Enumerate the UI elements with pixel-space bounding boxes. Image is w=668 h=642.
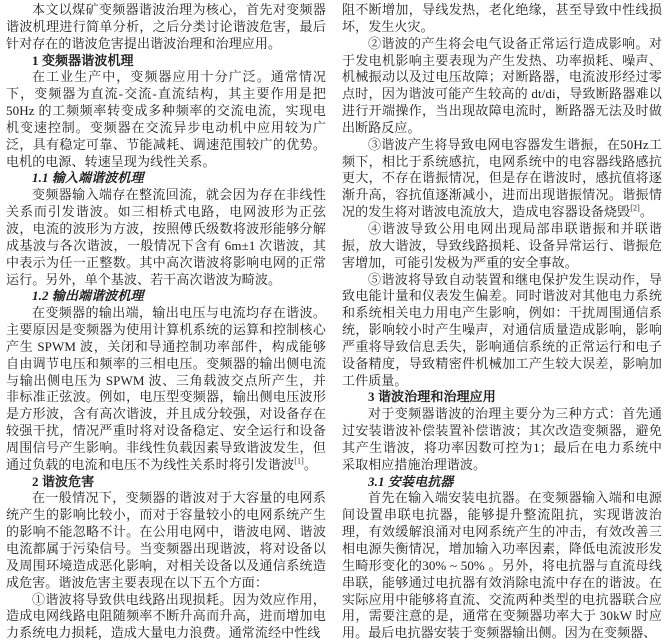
subsection-heading: 3.1 安装电抗器 [368,473,454,489]
body-paragraph: 首先在输入端安装电抗器。在变频器输入端和电源间设置串联电抗器，能够提升整流阻抗，实现谐波治理，有效缓解浪涌对电网系统产生的冲击，有效改善三相电源失衡情况，增加输入功率因素，降低电流波形发生畸形变化的30% ~ 50% 。另外，将电抗器与直流母线串联，能够通过电抗器有效消除电流中存在的谐波。在实际应用中能够将直流、交流两种类型的电抗器联合应用，需要注意的是，通常在变频器功率大于 30kW 时应用。最后电抗器安装于变频器输出侧。因为在变频器、 [342,490,662,641]
subsection-heading: 1.2 输出端谐波机理 [32,288,144,304]
text-column-left [6,2,326,642]
body-paragraph: ④谐波导致公用电网出现局部串联谐振和并联谐振，放大谐波，导致线路损耗、设备异常运行、谐振危害增加，可能引发极为严重的安全事故。 [342,220,662,270]
section-heading: 3 谐波治理和治理应用 [368,389,496,405]
body-paragraph: ③谐波产生将导致电网电容器发生谐振，在50Hz工频下，相比于系统感抗，电网系统中的电容器线路感抗更大，不存在谐振情况，但是存在谐波时，感抗值将逐渐升高，容抗值逐渐减小，进而出现谐振情况。谐振情况的发生将对谐波电流放大，造成电容器设备烧毁[2]。 [342,136,662,220]
section-heading: 1 变频器谐波机理 [32,52,134,68]
body-paragraph: 本文以煤矿变频器谐波治理为核心，首先对变频器谐波机理进行简单分析，之后分类讨论谐波危害，最后针对存在的谐波危害提出谐波治理和治理应用。 [6,2,326,51]
body-paragraph: ⑤谐波将导致自动装置和继电保护发生误动作，导致电能计量和仪表发生偏差。同时谐波对其他电力系统和系统相关电力用电产生影响，例如：干扰周围通信系统，影响较小时产生噪声，对通信质量造成影响，影响严重将导致信息丢失，影响通信系统的正常运行和电子设备精度，导致精密件机械加工产生较大误差，影响加工件质量。 [342,271,662,388]
text-column-right [342,2,662,642]
citation-ref: [1] [294,456,304,466]
body-paragraph: 在工业生产中，变频器应用十分广泛。通常情况下，变频器为直流-交流-直流结构，其主要作用是把50Hz 的工频频率转变成多种频率的交流电流，实现电机变速控制。变频器在交流异步电动机中应用较为广泛，具有稳定可靠、节能减耗、调速范围较广的优势。电机的电源、转速呈现为线性关系。 [6,69,326,169]
subsection-heading: 1.1 输入端谐波机理 [32,170,144,186]
article-page [0,2,668,641]
body-paragraph: 在变频器的输出端，输出电压与电流均存在谐波。主要原因是变频器为使用计算机系统的运算和控制核心产生 SPWM 波，关闭和导通控制功率部件，构成能够自由调节电压和频率的三相电压。变频器的输出侧电流与输出侧电压为 SPWM 波、三角载波交点所产生，并非标准正弦波。例如，电压型变频器，输出侧电压波形是方形波，含有高次谐波，并且成分较强，对设备存在较强干扰，情况严重时将对设备稳定、安全运行和设备周围信号产生影响。非线性负载因素导致谐波发生，但通过负载的电流和电压不为线性关系时将引发谐波[1]。 [6,305,326,472]
citation-ref: [2] [630,203,640,213]
body-paragraph: 变频器输入端存在整流回流，就会因为存在非线性关系而引发谐波。如三相桥式电路，电网波形为正弦波，电流的波形为方波，按照傅氏级数将波形能够分解成基波与各次谐波，一般情况下含有 6m±1 次谐波，其中表示为任一正整数。其中高次谐波将影响电网的正常运行。另外，单个基波、若干高次谐波为畸波。 [6,187,326,287]
section-heading: 2 谐波危害 [32,473,95,489]
body-paragraph: 在一般情况下，变频器的谐波对于大容量的电网系统产生的影响比较小，而对于容量较小的电网系统产生的影响不能忽略不计。在公用电网中，谐波电网、谐波电流都属于污染信号。当变频器出现谐波，将对设备以及周围环境造成恶化影响，对相关设备以及通信系统造成危害。谐波危害主要表现在以下五个方面： [6,490,326,590]
body-paragraph: ①谐波将导致供电线路出现损耗。因为效应作用，造成电网线路电阻随频率不断升高而升高，进而增加电力系统电力损耗，造成大量电力浪费。通常流经中性线 [6,591,326,641]
body-paragraph: ②谐波的产生将会电气设备正常运行造成影响。对于发电机影响主要表现为产生发热、功率损耗、噪声、机械振动以及过电压故障；对断路器，电流波形经过零点时，因为谐波可能产生较高的 dt/di，导致断路器难以进行开端操作，当出现故障电流时，断路器无法及时做出断路反应。 [342,35,662,135]
body-paragraph: 阻不断增加，导线发热，老化绝缘，甚至导致中性线损坏，发生火灾。 [342,2,662,34]
body-paragraph: 对于变频器谐波的治理主要分为三种方式：首先通过安装谐波补偿装置补偿谐波；其次改造变频器，避免其产生谐波，将功率因数可控为1；最后在电力系统中采取相应措施治理谐波。 [342,406,662,472]
